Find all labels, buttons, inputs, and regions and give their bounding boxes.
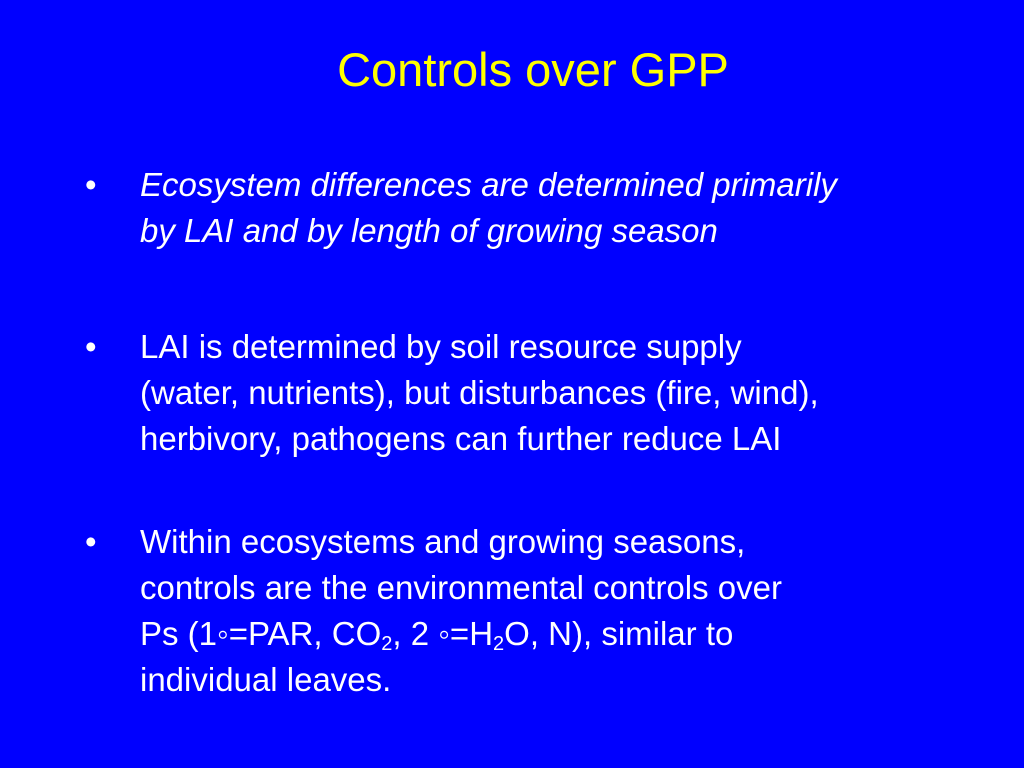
formula-text: , 2 ◦=H (392, 615, 494, 652)
bullet-line: Within ecosystems and growing seasons, (140, 523, 746, 560)
formula-text: O, N), similar to (504, 615, 734, 652)
formula-text: Ps (1◦=PAR, CO (140, 615, 382, 652)
formula-subscript: 2 (493, 633, 505, 655)
slide-title: Controls over GPP (337, 43, 729, 96)
bullet-line: herbivory, pathogens can further reduce LAI (140, 420, 782, 457)
bullet-line: by LAI and by length of growing season (140, 212, 718, 249)
bullet-text (140, 519, 1010, 703)
bullet-line: individual leaves. (140, 661, 392, 698)
bullet-line: (water, nutrients), but disturbances (fire, wind), (140, 374, 819, 411)
bullet-line: LAI is determined by soil resource supply (140, 328, 742, 365)
bullet-line: controls are the environmental controls over (140, 569, 782, 606)
bullet-text (140, 162, 1010, 254)
bullet-line: Ecosystem differences are determined primarily (140, 166, 837, 203)
bullet-marker: • (85, 328, 97, 365)
bullet-text (140, 324, 1010, 462)
bullet-marker: • (85, 166, 97, 203)
bullet-marker: • (85, 523, 97, 560)
bullet-formula-line (140, 611, 1010, 657)
formula-subscript: 2 (381, 633, 393, 655)
